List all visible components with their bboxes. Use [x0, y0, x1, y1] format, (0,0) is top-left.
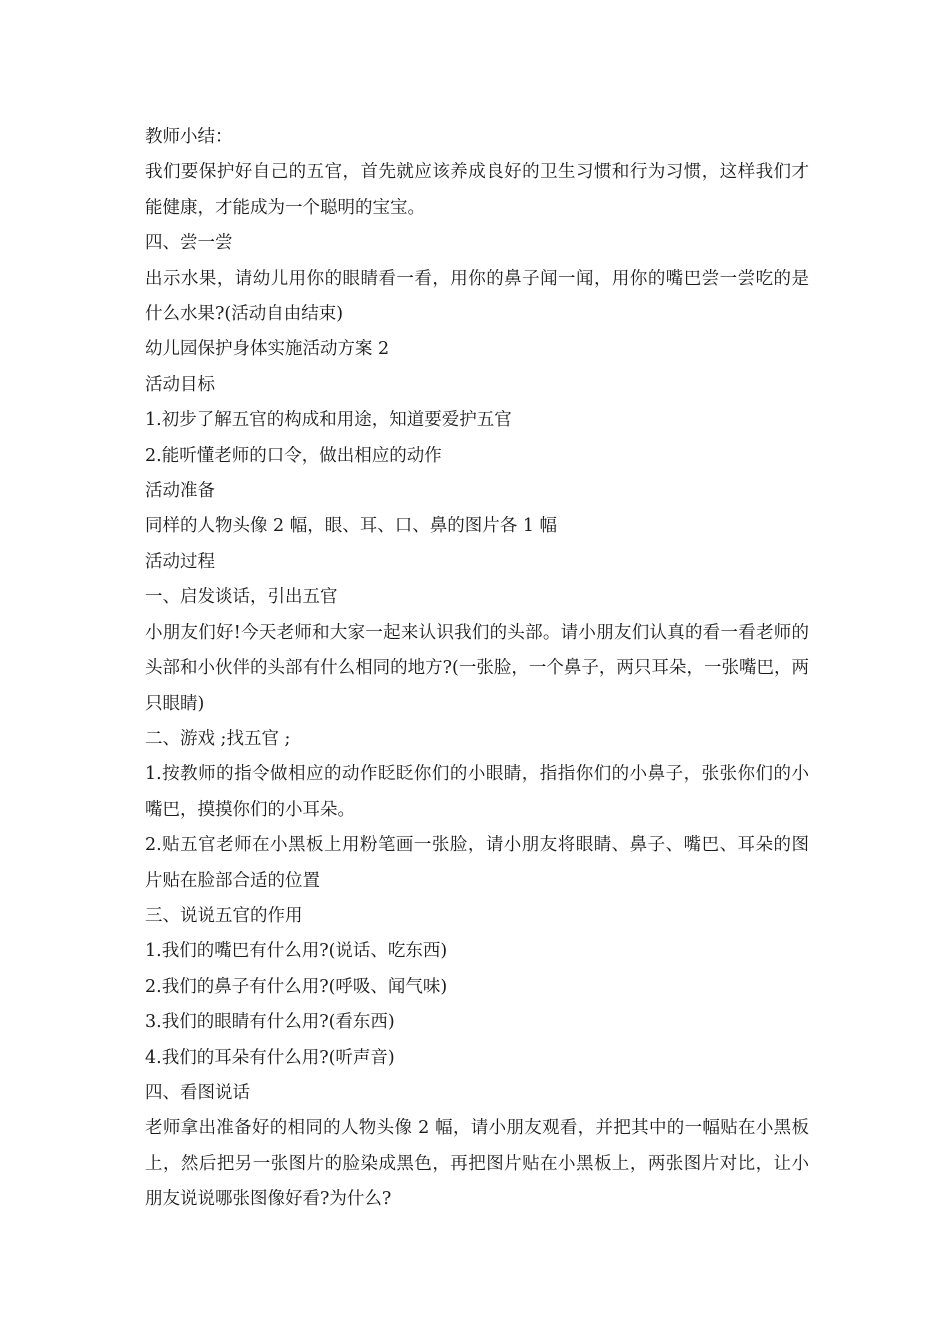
preparation-text: 同样的人物头像 2 幅，眼、耳、口、鼻的图片各 1 幅	[145, 516, 558, 537]
picture-talk-text: 老师拿出准备好的相同的人物头像 2 幅，请小朋友观看，并把其中的一幅贴在小黑板上，然后把另一张图片的脸染成黑色，再把图片贴在小黑板上，两张图片对比，让小朋友说说哪张图像好看?为什么?	[145, 1118, 809, 1210]
section-heading-picture-talk: 四、看图说话	[145, 1082, 250, 1103]
talk-text: 小朋友们好!今天老师和大家一起来认识我们的头部。请小朋友们认真的看一看老师的头部和小伙伴的头部有什么相同的地方?(一张脸，一个鼻子，两只耳朵，一张嘴巴，两只眼睛)	[145, 622, 809, 714]
preparation-heading: 活动准备	[145, 481, 215, 502]
game-step-item: 1.按教师的指令做相应的动作眨眨你们的小眼睛，指指你们的小鼻子，张张你们的小嘴巴，摸摸你们的小耳朵。	[145, 764, 809, 820]
objectives-heading: 活动目标	[145, 374, 215, 395]
game-step-item: 2.贴五官老师在小黑板上用粉笔画一张脸，请小朋友将眼睛、鼻子、嘴巴、耳朵的图片贴在脸部合适的位置	[145, 835, 809, 891]
objective-item: 1.初步了解五官的构成和用途，知道要爱护五官	[145, 410, 512, 431]
process-heading: 活动过程	[145, 551, 215, 572]
taste-activity-text: 出示水果，请幼儿用你的眼睛看一看，用你的鼻子闻一闻，用你的嘴巴尝一尝吃的是什么水果?(活动自由结束)	[145, 268, 809, 325]
function-question-item: 1.我们的嘴巴有什么用?(说话、吃东西)	[145, 941, 448, 962]
function-question-item: 4.我们的耳朵有什么用?(听声音)	[145, 1047, 395, 1068]
section-heading-functions: 三、说说五官的作用	[145, 905, 303, 926]
section-heading-taste: 四、尝一尝	[145, 233, 233, 254]
teacher-summary-heading: 教师小结：	[145, 127, 233, 147]
teacher-summary-text: 我们要保护好自己的五官，首先就应该养成良好的卫生习惯和行为习惯，这样我们才能健康，才能成为一个聪明的宝宝。	[145, 162, 809, 218]
section-heading-talk: 一、启发谈话，引出五官	[145, 587, 338, 608]
plan-title: 幼儿园保护身体实施活动方案 2	[145, 339, 390, 360]
function-question-item: 2.我们的鼻子有什么用?(呼吸、闻气味)	[145, 976, 448, 997]
section-heading-game: 二、游戏 ;找五官 ;	[145, 728, 291, 749]
objective-item: 2.能听懂老师的口令，做出相应的动作	[145, 445, 442, 466]
document-body	[145, 120, 809, 1218]
function-question-item: 3.我们的眼睛有什么用?(看东西)	[145, 1012, 395, 1033]
